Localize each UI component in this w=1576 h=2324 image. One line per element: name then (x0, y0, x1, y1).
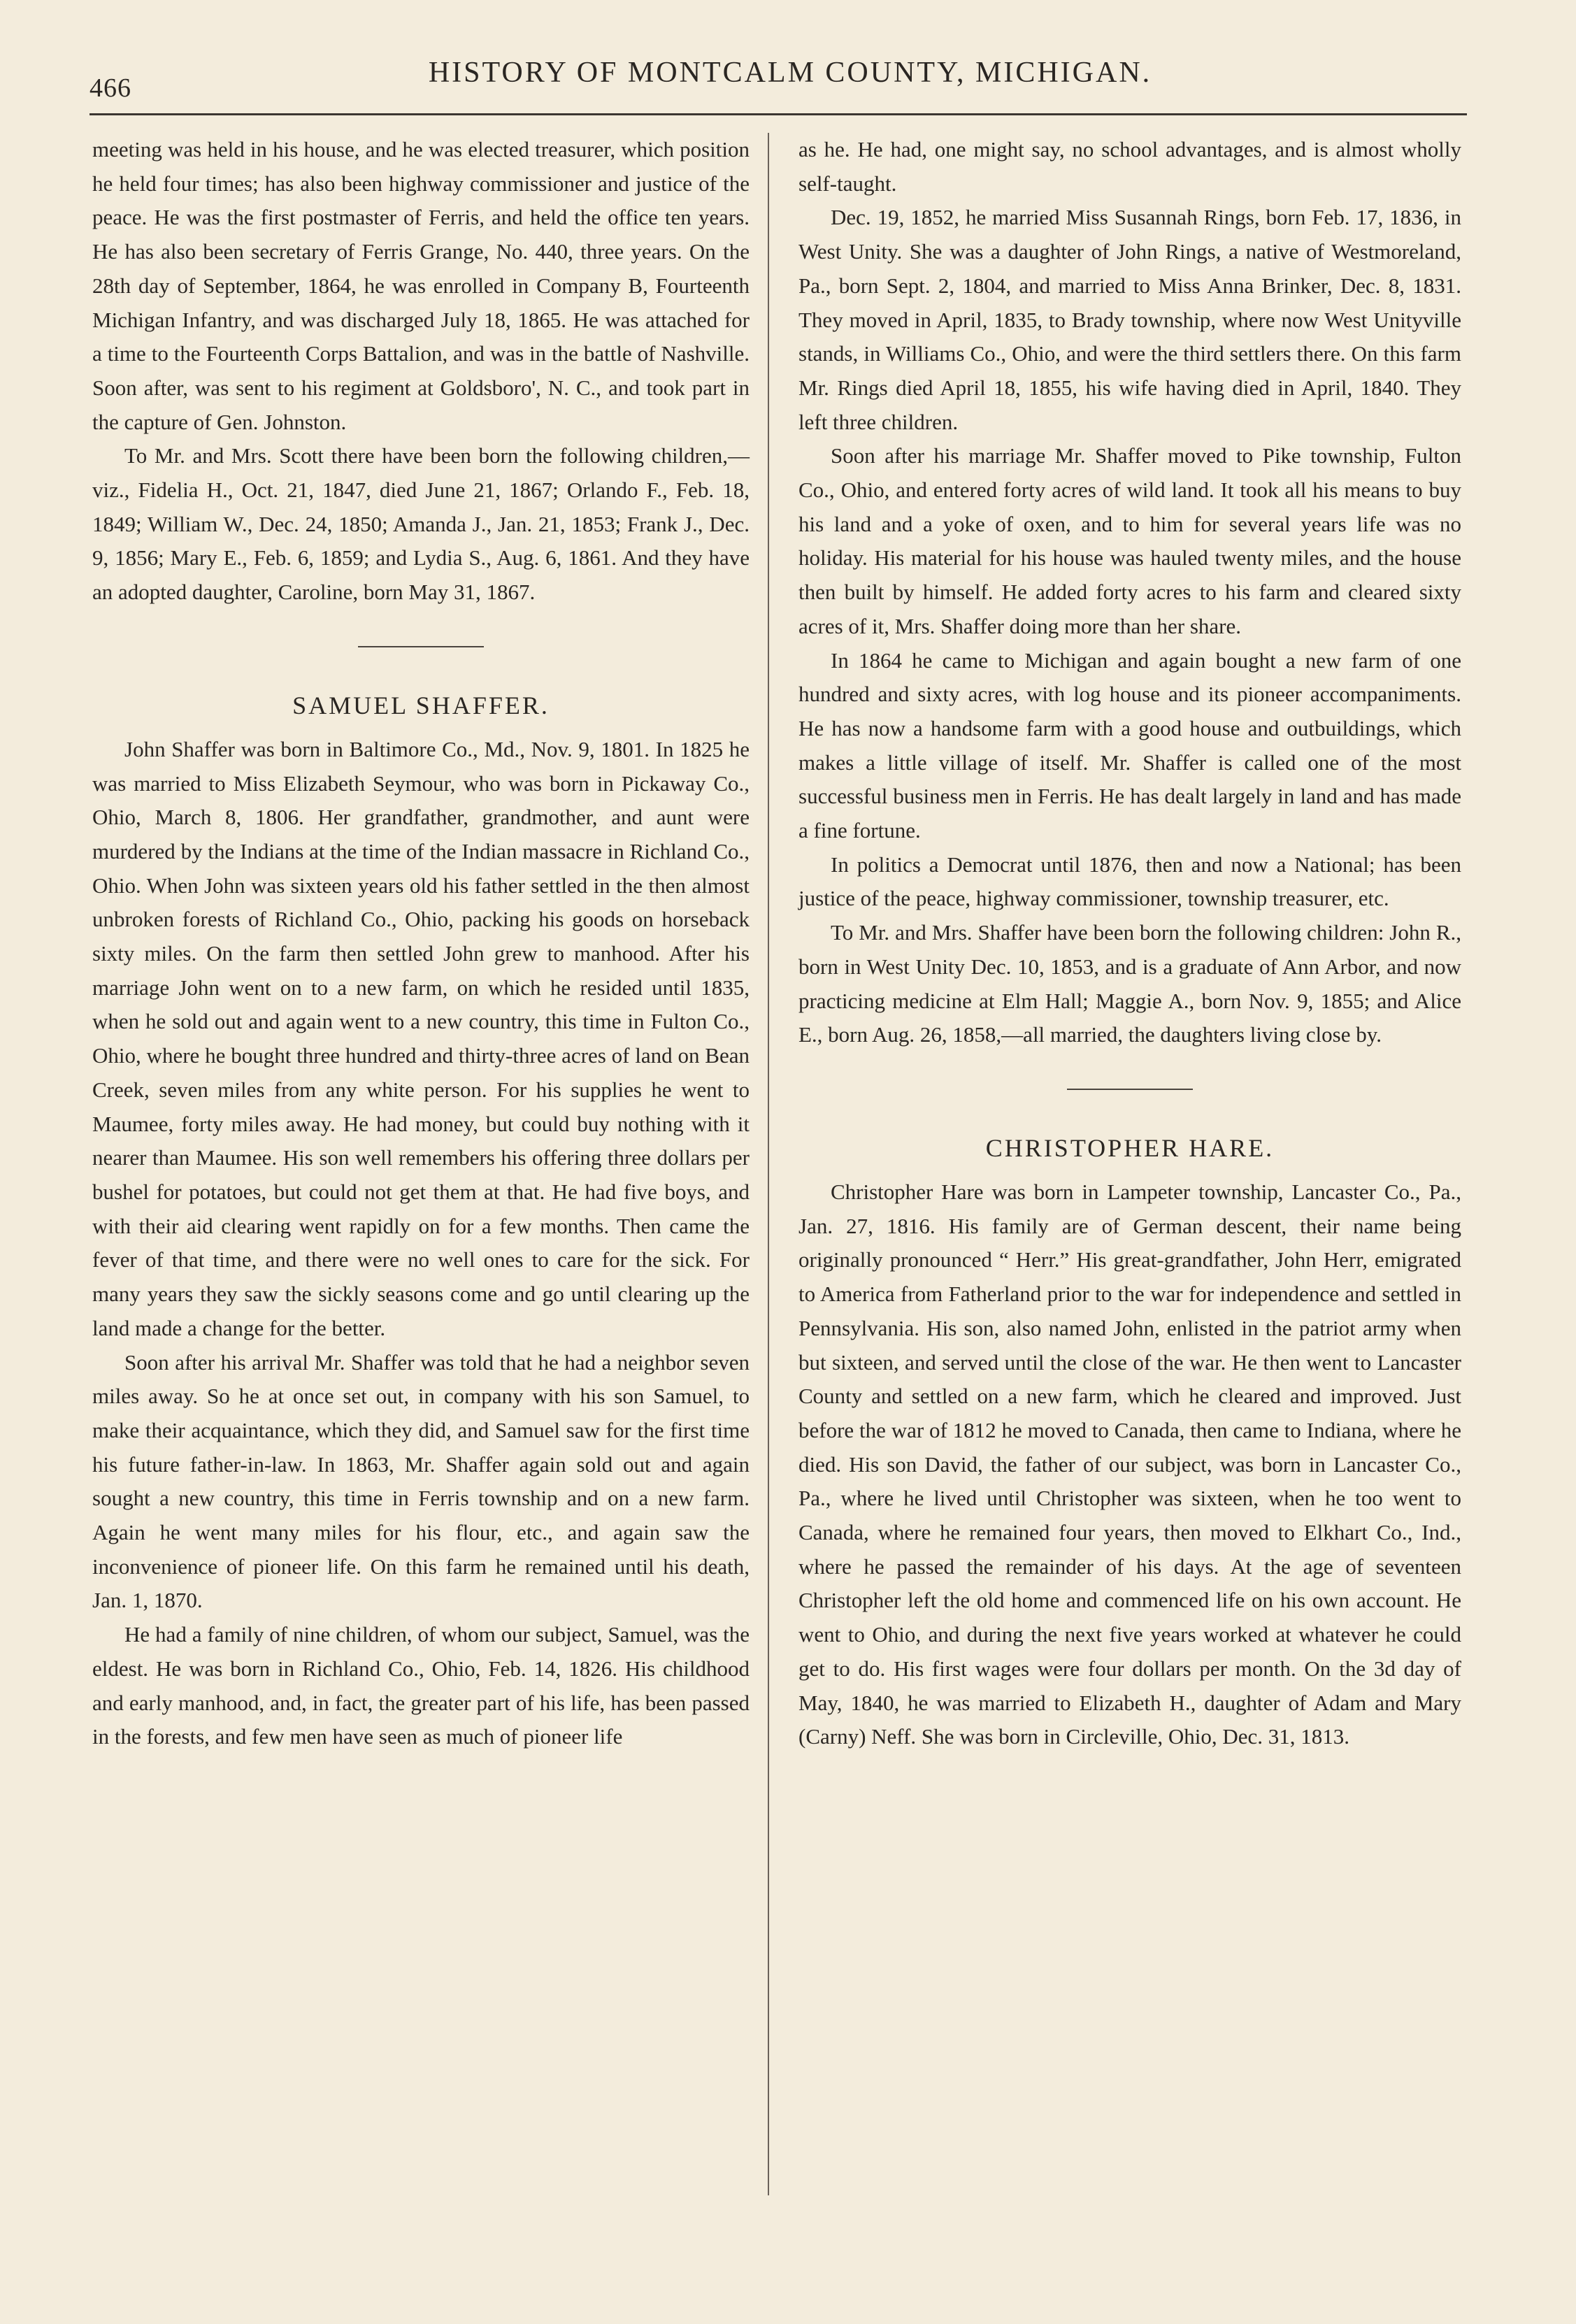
section-divider (358, 646, 484, 647)
paragraph: In politics a Democrat until 1876, then and now a National; has been justice of the peace, highway commissioner, township treasurer, etc. (798, 852, 1461, 911)
paragraph: as he. He had, one might say, no school advantages, and is almost wholly self-taught. (798, 137, 1461, 196)
paragraph: To Mr. and Mrs. Scott there have been born the following children,—viz., Fidelia H., Oct. 21, 1847, died June 21, 1867; Orlando F., Feb. 18, 1849; William W., Dec. 24, 1850; Amanda J., Jan. 21, 1853; Frank J., Dec. 9, 1856; Mary E., Feb. 6, 1859; and Lydia S., Aug. 6, 1861. And they have an adopted daughter, Caroline, born May 31, 1867. (92, 443, 750, 605)
page-number: 466 (89, 73, 131, 103)
right-column (798, 133, 1461, 1754)
column-rule (768, 133, 769, 2195)
paragraph: Christopher Hare was born in Lampeter township, Lancaster Co., Pa., Jan. 27, 1816. His family are of German descent, their name being originally pronounced “ Herr.” His great-grandfather, John Herr, emigrated to America from Fatherland prior to the war for independence and settled in Pennsylvania. His son, also named John, enlisted in the patriot army when but sixteen, and served until the close of the war. He then went to Lancaster County and settled on a new farm, which he cleared and improved. Just before the war of 1812 he moved to Canada, then came to Indiana, where he died. His son David, the father of our subject, was born in Lancaster Co., Pa., where he lived until Christopher was sixteen, when he too went to Canada, where he remained four years, then moved to Elkhart Co., Ind., where he passed the remainder of his days. At the age of seventeen Christopher left the old home and commenced life on his own account. He went to Ohio, and during the next five years worked at whatever he could get to do. His first wages were four dollars per month. On the 3d day of May, 1840, he was married to Elizabeth H., daughter of Adam and Mary (Carny) Neff. She was born in Circleville, Ohio, Dec. 31, 1813. (798, 1179, 1461, 1749)
paragraph: In 1864 he came to Michigan and again bought a new farm of one hundred and sixty acres, with log house and its pioneer accompaniments. He has now a handsome farm with a good house and outbuildings, which makes a little village of itself. Mr. Shaffer is called one of the most successful business men in Ferris. He has dealt largely in land and has made a fine fortune. (798, 647, 1461, 843)
paragraph: meeting was held in his house, and he was elected treasurer, which position he held four times; has also been highway commissioner and justice of the peace. He was the first postmaster of Ferris, and held the office ten years. He has also been secretary of Ferris Grange, No. 440, three years. On the 28th day of September, 1864, he was enrolled in Company B, Fourteenth Michigan Infantry, and was discharged July 18, 1865. He was attached for a time to the Fourteenth Corps Battalion, and was in the battle of Nashville. Soon after, was sent to his regiment at Goldsboro', N. C., and took part in the capture of Gen. Johnston. (92, 137, 750, 434)
section-divider (1067, 1089, 1193, 1090)
paragraph: Soon after his arrival Mr. Shaffer was told that he had a neighbor seven miles away. So he at once set out, in company with his son Samuel, to make their acquaintance, which they did, and Samuel saw for the first time his future father-in-law. In 1863, Mr. Shaffer again sold out and again sought a new country, this time in Ferris township and on a new farm. Again he went many miles for his flour, etc., and again saw the inconvenience of pioneer life. On this farm he remained until his death, Jan. 1, 1870. (92, 1349, 750, 1613)
section-title: SAMUEL SHAFFER. (292, 691, 550, 719)
section-title: CHRISTOPHER HARE. (985, 1133, 1275, 1162)
paragraph: Dec. 19, 1852, he married Miss Susannah Rings, born Feb. 17, 1836, in West Unity. She was a daughter of John Rings, a native of Westmoreland, Pa., born Sept. 2, 1804, and married to Miss Anna Brinker, Dec. 8, 1831. They moved in April, 1835, to Brady township, where now West Unityville stands, in Williams Co., Ohio, and were the third settlers there. On this farm Mr. Rings died April 18, 1855, his wife having died in April, 1840. They left three children. (798, 205, 1461, 434)
paragraph: He had a family of nine children, of whom our subject, Samuel, was the eldest. He was born in Richland Co., Ohio, Feb. 14, 1826. His childhood and early manhood, and, in fact, the greater part of his life, has been passed in the forests, and few men have seen as much of pioneer life (92, 1622, 750, 1749)
paragraph: John Shaffer was born in Baltimore Co., Md., Nov. 9, 1801. In 1825 he was married to Miss Elizabeth Seymour, who was born in Pickaway Co., Ohio, March 8, 1806. Her grandfather, grandmother, and aunt were murdered by the Indians at the time of the Indian massacre in Richland Co., Ohio. When John was sixteen years old his father settled in the then almost unbroken forests of Richland Co., Ohio, packing his goods on horseback sixty miles. On the farm then settled John grew to manhood. After his marriage John went on to a new farm, on which he resided until 1835, when he sold out and again went to a new country, this time in Fulton Co., Ohio, where he bought three hundred and thirty-three acres of land on Bean Creek, seven miles from any white person. For his supplies he went to Maumee, forty miles away. He had money, but could buy nothing with it nearer than Maumee. His son well remembers his offering three dollars per bushel for potatoes, but could not get them at that. He had five boys, and with their aid clearing went rapidly on for a few months. Then came the fever of that time, and there were no well ones to care for the sick. For many years they saw the sickly seasons come and go until clearing up the land made a change for the better. (92, 736, 750, 1340)
running-head: HISTORY OF MONTCALM COUNTY, MICHIGAN. (428, 57, 1152, 89)
paragraph: To Mr. and Mrs. Shaffer have been born the following children: John R., born in West Unity Dec. 10, 1853, and is a graduate of Ann Arbor, and now practicing medicine at Elm Hall; Maggie A., born Nov. 9, 1855; and Alice E., born Aug. 26, 1858,—all married, the daughters living close by. (798, 920, 1461, 1047)
left-column (92, 133, 750, 1754)
header-rule (89, 113, 1467, 115)
paragraph: Soon after his marriage Mr. Shaffer moved to Pike township, Fulton Co., Ohio, and entered forty acres of wild land. It took all his means to buy his land and a yoke of oxen, and to him for several years life was no holiday. His material for his house was hauled twenty miles, and the house then built by himself. He added forty acres to his farm and cleared sixty acres of it, Mrs. Shaffer doing more than her share. (798, 443, 1461, 638)
